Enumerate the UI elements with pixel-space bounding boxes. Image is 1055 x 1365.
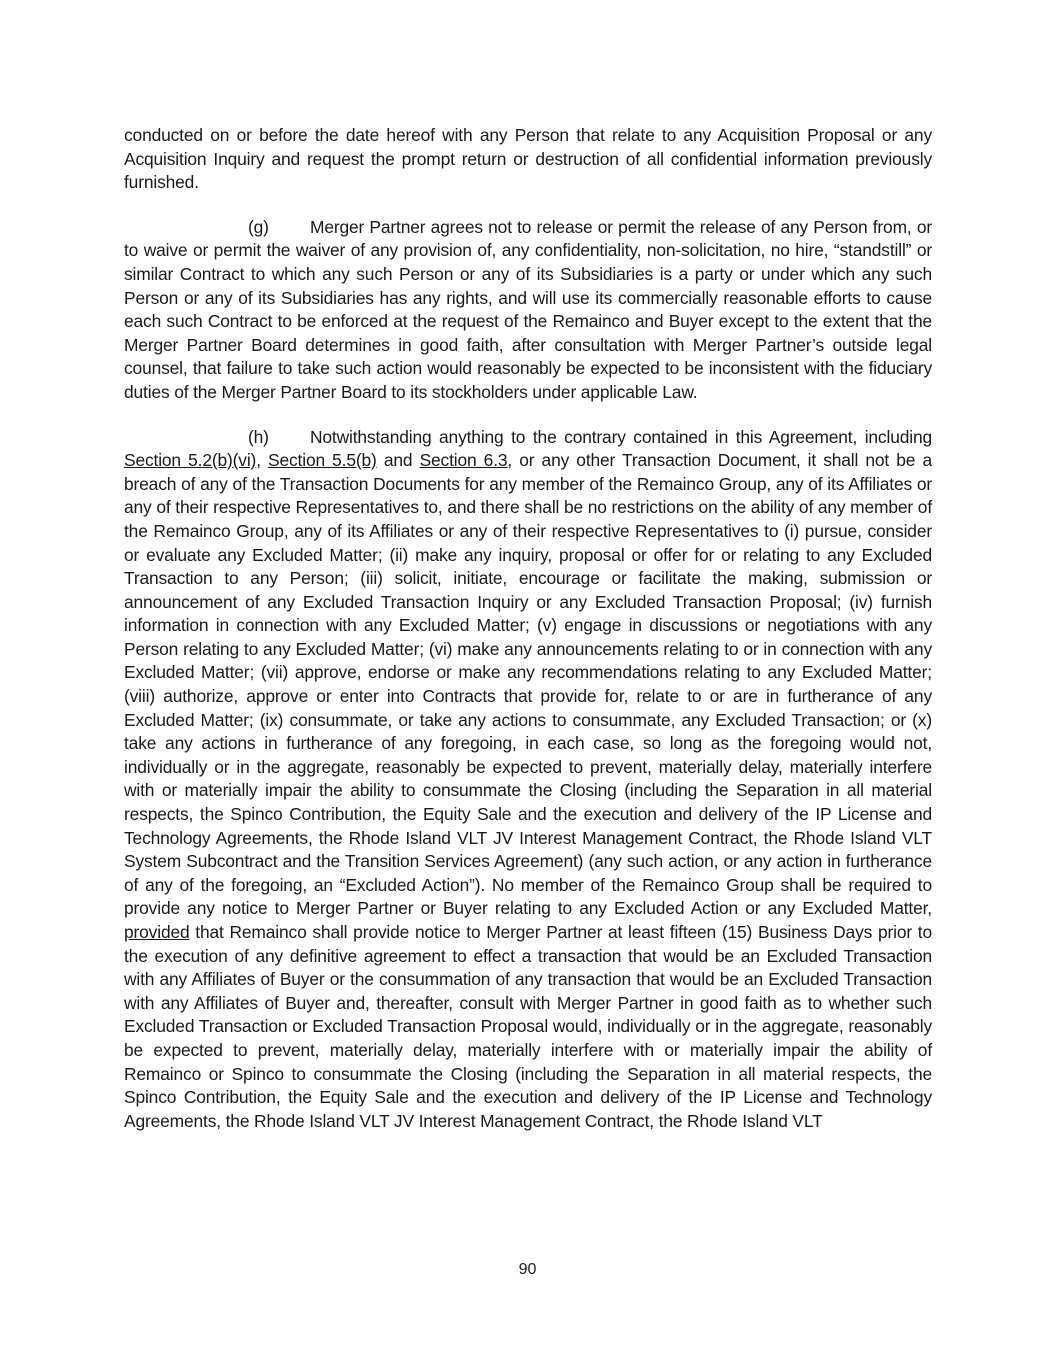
paragraph-g [124,216,932,405]
paragraph-h-text-3: that Remainco shall provide notice to Merger Partner at least fifteen (15) Business Days prior to the execution of any definitive agreement to effect a transaction that would be an Excluded Transaction with any Affiliates of Buyer or the consummation of any transaction that would be an Excluded Transaction with any Affiliates of Buyer and, thereafter, consult with Merger Partner in good faith as to whether such Excluded Transaction or Excluded Transaction Proposal would, individually or in the aggregate, reasonably be expected to prevent, materially delay, materially interfere with or materially impair the ability of Remainco or Spinco to consummate the Closing (including the Separation in all material respects, the Spinco Contribution, the Equity Sale and the execution and delivery of the IP License and Technology Agreements, the Rhode Island VLT JV Interest Management Contract, the Rhode Island VLT [124,922,932,1131]
document-page [124,124,932,1133]
provided-term: provided [124,922,190,942]
paragraph-h [124,426,932,1134]
section-ref-5-5-b: Section 5.5(b) [268,450,377,471]
section-ref-5-2-b-vi: Section 5.2(b)(vi) [124,450,257,471]
page-number: 90 [518,1261,537,1278]
paragraph-g-text: Merger Partner agrees not to release or permit the release of any Person from, or to waive or permit the waiver of any provision of, any confidentiality, non-solicitation, no hire, “standstill” or similar Contract to which any such Person or any of its Subsidiaries is a party or under which any such Person or any of its Subsidiaries has any rights, and will use its commercially reasonable efforts to cause each such Contract to be enforced at the request of the Remainco and Buyer except to the extent that the Merger Partner Board determines in good faith, after consultation with Merger Partner’s outside legal counsel, that failure to take such action would reasonably be expected to be inconsistent with the fiduciary duties of the Merger Partner Board to its stockholders under applicable Law. [124,216,932,402]
paragraph-h-text-2: , or any other Transaction Document, it shall not be a breach of any of the Transaction Documents for any member of the Remainco Group, any of its Affiliates or any of their respective Representatives to, and there shall be no restrictions on the ability of any member of the Remainco Group, any of its Affiliates or any of their respective Representatives to (i) pursue, consider or evaluate any Excluded Matter; (ii) make any inquiry, proposal or offer for or relating to any Excluded Transaction to any Person; (iii) solicit, initiate, encourage or facilitate the making, submission or announcement of any Excluded Transaction Inquiry or any Excluded Transaction Proposal; (iv) furnish information in connection with any Excluded Matter; (v) engage in discussions or negotiations with any Person relating to any Excluded Matter; (vi) make any announcements relating to or in connection with any Excluded Matter; (vii) approve, endorse or make any recommendations relating to any Excluded Matter; (viii) authorize, approve or enter into Contracts that provide for, relate to or are in furtherance of any Excluded Matter; (ix) consummate, or take any actions to consummate, any Excluded Transaction; or (x) take any actions in furtherance of any foregoing, in each case, so long as the foregoing would not, individually or in the aggregate, reasonably be expected to prevent, materially delay, materially interfere with or materially impair the ability to consummate the Closing (including the Separation in all material respects, the Spinco Contribution, the Equity Sale and the execution and delivery of the IP License and Technology Agreements, the Rhode Island VLT JV Interest Management Contract, the Rhode Island VLT System Subcontract and the Transition Services Agreement) (any such action, or any action in furtherance of any of the foregoing, an “Excluded Action”). No member of the Remainco Group shall be required to provide any notice to Merger Partner or Buyer relating to any Excluded Action or any Excluded Matter, [124,450,932,919]
paragraph-continuation: conducted on or before the date hereof with any Person that relate to any Acquisition Proposal or any Acquisition Inquiry and request the prompt return or destruction of all confidential information previously furnished. [124,125,932,193]
separator-1: , [256,450,269,471]
paragraph-g-label: (g) [248,216,269,237]
paragraph-h-label: (h) [248,426,269,447]
separator-2: and [376,450,420,471]
paragraph-h-text-1: Notwithstanding anything to the contrary contained in this Agreement, including [310,426,932,447]
section-ref-6-3: Section 6.3 [419,450,508,471]
